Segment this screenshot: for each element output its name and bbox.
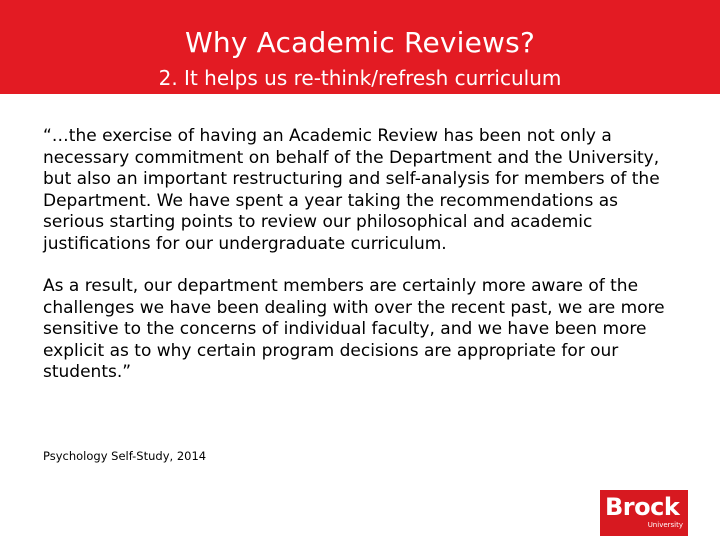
title-banner (0, 0, 720, 94)
slide-subtitle: 2. It helps us re-think/refresh curriculum (158, 66, 562, 90)
logo-subtext: University (647, 521, 683, 529)
brock-university-logo (600, 490, 688, 536)
quote-paragraph-1: “…the exercise of having an Academic Review has been not only a necessary commitment on behalf of the Department and the University, but also an important restructuring and self-analysis for members of the Department. We have spent a year taking the recommendations as serious starting points to review our philosophical and academic justifications for our undergraduate curriculum. (43, 126, 660, 254)
quote-citation: Psychology Self-Study, 2014 (43, 449, 207, 463)
logo-wordmark: Brock (605, 493, 680, 521)
quote-paragraph-2: As a result, our department members are certainly more aware of the challenges we have been dealing with over the recent past, we are more sensitive to the concerns of individual faculty, and we have been more explicit as to why certain program decisions are appropriate for our students.” (43, 276, 665, 382)
slide-title: Why Academic Reviews? (184, 26, 536, 59)
quote-block (43, 126, 683, 384)
